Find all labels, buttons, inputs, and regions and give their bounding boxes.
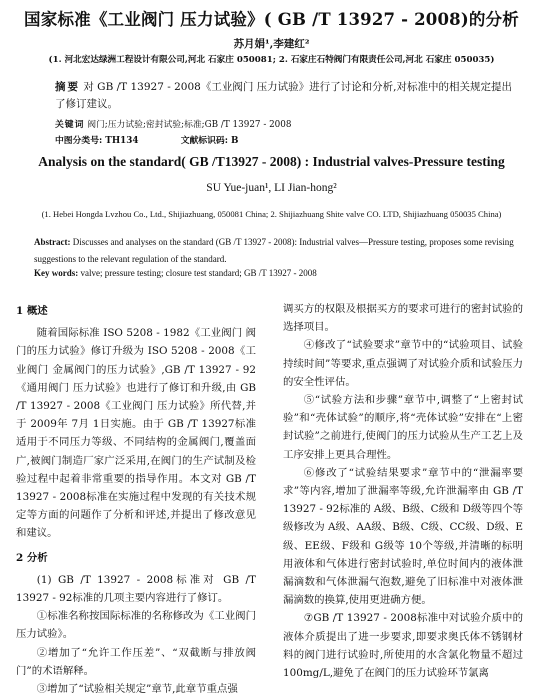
keywords-cn-text: 阀门;压力试验;密封试验;标准;GB /T 13927 - 2008 [87, 120, 292, 130]
section-2-paragraph-3: ②增加了“允许工作压差”、“双截断与排放阀门”的术语解释。 [16, 646, 256, 677]
keywords-en [34, 268, 514, 278]
section-1-heading: 1 概述 [16, 305, 48, 317]
right-paragraph-5: ⑦GB /T 13927 - 2008标准中对试验介质中的液体介质提出了进一步要求,即要求奥氏体不锈钢材料的阀门进行试验时,所使用的水含氯化物量不超过 100mg/L,避免了在阀门的压力试验环节氯离 [283, 612, 523, 680]
abstract-en-text: Discusses and analyses on the standard (GB /T 13927 - 2008): Industrial valves—Pressure testing, proposes some revising suggestions to the relevant regulation of the standard. [34, 237, 514, 264]
abstract-en [34, 234, 514, 268]
section-2-heading: 2 分析 [16, 551, 48, 564]
authors-cn: 苏月娟¹,李建红² [233, 38, 310, 50]
abstract-cn-text: 对 GB /T 13927 - 2008《工业阀门 压力试验》进行了讨论和分析,对标准中的相关规定提出了修订建议。 [55, 81, 513, 110]
paper-title-cn: 国家标准《工业阀门 压力试验》( GB /T 13927 - 2008)的分析 [24, 10, 519, 29]
section-1-paragraph: 随着国际标准 ISO 5208 - 1982《工业阀门 阀门的压力试验》修订升级为 ISO 5208 - 2008《工业阀门 金属阀门的压力试验》,GB /T 13927 - 92《通用阀门 压力试验》也进行了修订和升级,由 GB /T 13927 - 2008《工业阀门 压力试验》所代替,并于 2009年 7月 1日实施。由于 GB /T 13927标准适用于不同压力等级、不同结构的金属阀门,覆盖面广,被阀门制造厂家广泛采用,在阀门的生产试制及检验过程中起着非常重要的指导作用。本文对 GB /T 13927 - 2008标准在实施过程中发现的有关技术规定等方面的问题作了分析和评述,并提出了修改意见和建议。 [16, 327, 256, 540]
classification-row [55, 133, 238, 146]
authors-en: SU Yue-juan¹, LI Jian-hong² [206, 182, 337, 194]
keywords-cn [55, 117, 515, 130]
doc-code-value: : B [224, 136, 239, 146]
paper-title-en: Analysis on the standard( GB /T13927 - 2008) : Industrial valves-Pressure testing [38, 154, 505, 169]
section-2-paragraph-1: (1) GB /T 13927 - 2008标准对 GB /T 13927 - 92标准的几项主要内容进行了修订。 [16, 573, 256, 605]
section-2-paragraph-4: ③增加了“试验相关规定”章节,此章节重点强 [36, 683, 238, 696]
abstract-cn [55, 79, 515, 113]
affiliation-cn: (1. 河北宏达绿洲工程设计有限公司,河北 石家庄 050081; 2. 石家庄石特阀门有限责任公司,河北 石家庄 050035) [48, 55, 495, 65]
right-paragraph-4: ⑥修改了“试验结果要求”章节中的“泄漏率要求”等内容,增加了泄漏率等级,允许泄漏率由 GB /T 13927 - 92标准的 A级、B级、C级和 D级等四个等级修改为 A级、AA级、B级、C级、CC级、D级、E级、EE级、F级和 G级等 10个等级,并清晰的标明用液体和气体进行密封试验时,单位时间内的液体泄漏滴数和气体泄漏气泡数,避免了旧标准中对液体泄漏滴数的换算,使用更进确方便。 [283, 466, 523, 607]
right-paragraph-3: ⑤“试验方法和步骤”章节中,调整了“上密封试验”和“壳体试验”的顺序,将“壳体试验”安排在“上密封试验”之前进行,使阀门的压力试验从生产工艺上及工序安排上更具合理性。 [283, 394, 523, 461]
keywords-en-label: Key words: [34, 268, 79, 278]
right-paragraph-2: ④修改了“试验要求”章节中的“试验项目、试验持续时间”等要求,重点强调了对试验介质和试验压力的安全性评估。 [283, 339, 523, 388]
section-2-paragraph-2: ①标准名称按国际标准的名称修改为《工业阀门 压力试验》。 [16, 610, 256, 641]
right-column [283, 300, 523, 682]
left-column [16, 300, 256, 698]
doc-code-label: 文献标识码 [180, 136, 225, 146]
affiliation-en: (1. Hebei Hongda Lvzhou Co., Ltd., Shijiazhuang, 050081 China; 2. Shijiazhuang Shite valve CO. LTD, Shijiazhuang 050035 China) [41, 209, 502, 219]
cls-value: : TH134 [99, 136, 139, 146]
right-paragraph-1: 调买方的权限及根据买方的要求可进行的密封试验的选择项目。 [283, 303, 523, 334]
abstract-en-label: Abstract: [34, 237, 71, 247]
keywords-cn-label: 关键词 [55, 120, 85, 130]
keywords-en-text: valve; pressure testing; closure test standard; GB /T 13927 - 2008 [80, 268, 317, 278]
cls-label: 中图分类号 [55, 136, 99, 146]
abstract-cn-label: 摘要 [55, 81, 80, 93]
